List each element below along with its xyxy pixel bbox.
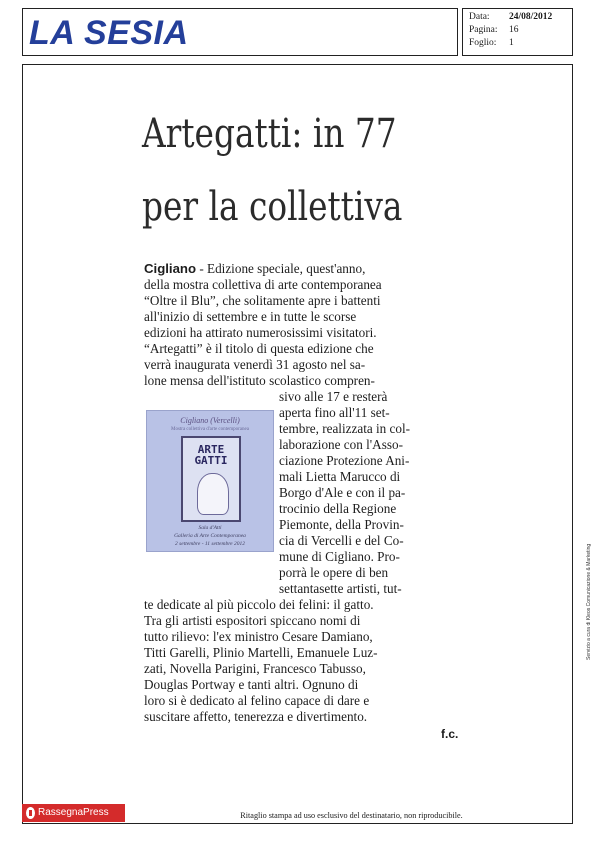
headline-line-1: Artegatti: in 77 xyxy=(142,111,397,157)
footer-disclaimer: Ritaglio stampa ad uso esclusivo del destinatario, non riproducibile. xyxy=(240,811,463,820)
clipping-meta xyxy=(462,8,573,56)
body-line: laborazione con l'Asso- xyxy=(279,437,403,452)
body-line: Titti Garelli, Plinio Martelli, Emanuele Luz- xyxy=(144,645,378,660)
rassegnapress-mark-icon xyxy=(26,807,35,819)
body-line-rest: - Edizione speciale, quest'anno, xyxy=(196,261,366,276)
poster-gallery: Galleria di Arte Contemporanea xyxy=(174,533,246,539)
body-line: sivo alle 17 e resterà xyxy=(279,389,388,404)
body-line: edizioni ha attirato numerosissimi visitatori. xyxy=(144,325,377,340)
body-line: suscitare affetto, tenerezza e divertimento. xyxy=(144,709,368,724)
body-line: Tra gli artisti espositori spiccano nomi di xyxy=(144,613,361,628)
body-line: “Artegatti” è il titolo di questa edizione che xyxy=(144,341,374,356)
body-line: verrà inaugurata venerdì 31 agosto nel sa- xyxy=(144,357,366,372)
poster-subtitle: Mostra collettiva d'arte contemporanea xyxy=(171,427,249,432)
body-line xyxy=(144,261,468,277)
lead-place: Cigliano xyxy=(144,261,197,276)
meta-sheet-label: Foglio: xyxy=(469,38,497,48)
body-line: trocinio della Regione xyxy=(279,501,397,516)
meta-sheet xyxy=(469,38,514,48)
poster-title xyxy=(183,444,239,466)
body-line: lone mensa dell'istituto scolastico compren- xyxy=(144,373,375,388)
meta-page xyxy=(469,25,519,35)
masthead-box xyxy=(22,8,458,56)
body-line: Piemonte, della Provin- xyxy=(279,517,404,532)
meta-date-label: Data: xyxy=(469,12,490,22)
body-line: mune di Cigliano. Pro- xyxy=(279,549,400,564)
body-line: zati, Novella Parigini, Francesco Tabusso, xyxy=(144,661,366,676)
poster-title-2: GATTI xyxy=(194,454,228,467)
body-line: Douglas Portway e tanti altri. Ognuno di xyxy=(144,677,359,692)
body-line: tutto rilievo: l'ex ministro Cesare Damiano, xyxy=(144,629,373,644)
meta-date-value: 24/08/2012 xyxy=(509,12,553,22)
meta-page-value: 16 xyxy=(509,25,519,35)
author-signature: f.c. xyxy=(441,727,459,741)
rassegnapress-logo xyxy=(22,804,125,822)
body-line: porrà le opere di ben xyxy=(279,565,389,580)
body-line: loro si è dedicato al felino capace di dare e xyxy=(144,693,370,708)
poster-town: Cigliano (Vercelli) xyxy=(180,416,240,425)
body-line: Borgo d'Ale e con il pa- xyxy=(279,485,406,500)
headline-line-2: per la collettiva xyxy=(142,184,403,230)
side-credit: Servizio a cura di Kleos Comunicazione & Marketing xyxy=(586,543,592,660)
body-line: all'inizio di settembre e in tutte le scorse xyxy=(144,309,357,324)
meta-sheet-value: 1 xyxy=(509,38,514,48)
body-line: aperta fino all'11 set- xyxy=(279,405,390,420)
poster-dates: 2 settembre - 11 settembre 2012 xyxy=(175,541,245,547)
body-line: te dedicate al più piccolo dei felini: il gatto. xyxy=(144,597,374,612)
body-line: ciazione Protezione Ani- xyxy=(279,453,410,468)
body-line: tembre, realizzata in col- xyxy=(279,421,411,436)
body-line: cia di Vercelli e del Co- xyxy=(279,533,404,548)
exhibition-poster-image xyxy=(146,410,274,552)
masthead-logo: LA SESIA xyxy=(29,14,189,52)
body-line: settantasette artisti, tut- xyxy=(279,581,402,596)
body-line: della mostra collettiva di arte contemporanea xyxy=(144,277,382,292)
body-line: mali Lietta Marucco di xyxy=(279,469,401,484)
poster-venue: Sala d'Atti xyxy=(198,525,222,531)
meta-date xyxy=(469,12,552,22)
body-line: “Oltre il Blu”, che solitamente apre i battenti xyxy=(144,293,381,308)
cat-silhouette-icon xyxy=(197,473,229,515)
meta-page-label: Pagina: xyxy=(469,25,498,35)
poster-title-1: ARTE xyxy=(197,443,225,456)
poster-frame xyxy=(181,436,241,522)
rassegnapress-label: RassegnaPress xyxy=(38,807,109,818)
